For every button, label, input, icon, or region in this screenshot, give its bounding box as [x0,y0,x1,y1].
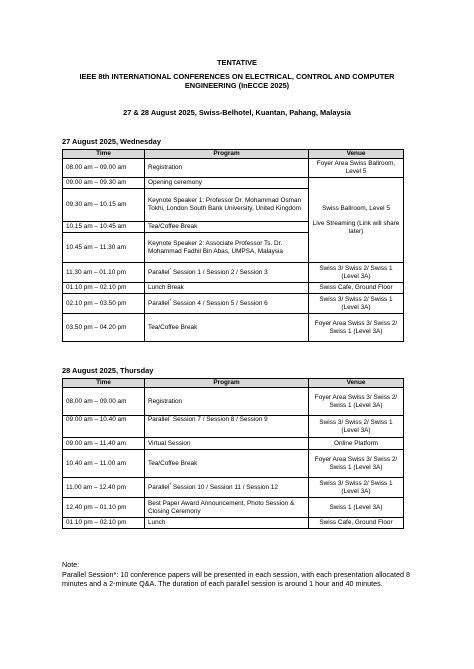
venue-cell: Swiss 3/ Swiss 2/ Swiss 1 (Level 3A) [309,478,404,498]
column-header-venue: Venue [309,379,404,388]
time-cell: 08.00 am – 09.00 am [63,388,145,416]
venue-cell: Swiss 3/ Swiss 2/ Swiss 1 (Level 3A) [309,416,404,438]
parallel-label: Parallel [148,483,170,491]
time-cell: 09.30 am – 10.15 am [63,189,145,222]
table-row [63,159,404,178]
venue-ballroom: Swiss Ballroom, Level 5 [322,204,390,212]
table-row [63,518,404,529]
session-list: Session 10 / Session 11 / Session 12 [171,483,278,491]
venue-cell: Swiss 3/ Swiss 2/ Swiss 1 (Level 3A) [309,294,404,314]
program-cell: Opening ceremony [145,178,309,189]
note-text: Parallel Session*: 10 conference papers will be presented in each session, with each presentation allocated 8 minutes and a 2-minute Q&A. The duration of each parallel session is around 1 hour and 40 minutes. [62,569,411,588]
program-cell: Parallel* Session 7 / Session 8 / Session 9 [145,416,309,438]
column-header-program: Program [145,379,309,388]
program-cell: Parallel* Session 4 / Session 5 / Session 6 [145,294,309,314]
tentative-label: TENTATIVE [217,58,257,67]
program-cell: Registration [145,159,309,178]
program-cell: Lunch Break [145,283,309,294]
time-cell: 10.15 am – 10.45 am [63,222,145,233]
table-row [63,450,404,478]
table-row [63,314,404,342]
session-list: Session 4 / Session 5 / Session 6 [171,299,268,307]
program-cell: Keynote Speaker 2: Associate Professor Ts. Dr. Mohammad Fadhil Bin Abas, UMPSA, Malaysia [145,233,309,263]
time-cell: 09.00 am – 09.30 am [63,178,145,189]
program-cell: Keynote Speaker 1: Professor Dr. Mohammad Osman Tokhi, London South Bank University, United Kingdom [145,189,309,222]
table-row [63,178,404,189]
venue-cell: Foyer Area Swiss 3/ Swiss 2/ Swiss 1 (Level 3A) [309,314,404,342]
time-cell: 08.00 am – 09.00 am [63,159,145,178]
note-section [62,560,414,589]
conference-title: IEEE 8th INTERNATIONAL CONFERENCES ON ELECTRICAL, CONTROL AND COMPUTER ENGINEERING (InECCE 2025) [79,72,395,90]
program-cell: Tea/Coffee Break [145,314,309,342]
time-cell: 11.30 am – 01.10 pm [63,263,145,283]
note-title: Note: [62,560,80,569]
venue-live-streaming: Live Streaming (Link will share later) [312,220,400,235]
program-cell: Tea/Coffee Break [145,222,309,233]
program-cell: Parallel* Session 1 / Session 2 / Session 3 [145,263,309,283]
program-cell: Virtual Session [145,438,309,450]
parallel-label: Parallel [148,299,170,307]
day1-schedule-table [62,149,404,342]
table-header-row [63,150,404,159]
time-cell: 10.40 am – 11.00 am [63,450,145,478]
venue-cell: Foyer Area Swiss Ballroom, Level 5 [309,159,404,178]
table-row [63,478,404,498]
table-row [63,283,404,294]
venue-cell-merged [309,178,404,263]
venue-cell: Swiss Cafe, Ground Floor [309,518,404,529]
program-cell: Lunch [145,518,309,529]
time-cell: 03.50 pm – 04.20 pm [63,314,145,342]
day1-heading: 27 August 2025, Wednesday [62,137,161,146]
table-row [63,438,404,450]
time-cell: 01.10 pm – 02.10 pm [63,283,145,294]
table-header-row [63,379,404,388]
table-row [63,416,404,438]
venue-cell: Foyer Area Swiss 3/ Swiss 2/ Swiss 1 (Level 3A) [309,450,404,478]
program-cell: Parallel* Session 10 / Session 11 / Session 12 [145,478,309,498]
venue-cell: Swiss 1 (Level 3A) [309,498,404,518]
table-row [63,388,404,416]
time-cell: 09.00 am – 11.40 am [63,438,145,450]
venue-cell: Foyer Area Swiss 3/ Swiss 2/ Swiss 1 (Level 3A) [309,388,404,416]
parallel-label: Parallel [148,416,170,423]
venue-cell: Swiss Cafe, Ground Floor [309,283,404,294]
time-cell: 01.10 pm – 02.10 pm [63,518,145,529]
venue-cell: Swiss 3/ Swiss 2/ Swiss 1 (Level 3A) [309,263,404,283]
table-row [63,498,404,518]
time-cell: 11.00 am – 12.40 pm [63,478,145,498]
time-cell: 10.45 am – 11.30 am [63,233,145,263]
table-row [63,263,404,283]
table-row [63,294,404,314]
time-cell: 02.10 pm – 03.50 pm [63,294,145,314]
column-header-venue: Venue [309,150,404,159]
column-header-time: Time [63,379,145,388]
time-cell: 12.40 pm – 01.10 pm [63,498,145,518]
time-cell: 09.00 am – 10.40 am [63,416,145,438]
day2-schedule-table [62,378,404,529]
column-header-program: Program [145,150,309,159]
day2-heading: 28 August 2025, Thursday [62,366,154,375]
column-header-time: Time [63,150,145,159]
program-cell: Tea/Coffee Break [145,450,309,478]
venue-cell: Online Platform [309,438,404,450]
program-cell: Registration [145,388,309,416]
session-list: Session 1 / Session 2 / Session 3 [171,268,268,276]
parallel-label: Parallel [148,268,170,276]
program-cell: Best Paper Award Announcement, Photo Session & Closing Ceremony [145,498,309,518]
conference-date-venue: 27 & 28 August 2025, Swiss-Belhotel, Kuantan, Pahang, Malaysia [123,108,351,117]
session-list: Session 7 / Session 8 / Session 9 [171,416,268,423]
